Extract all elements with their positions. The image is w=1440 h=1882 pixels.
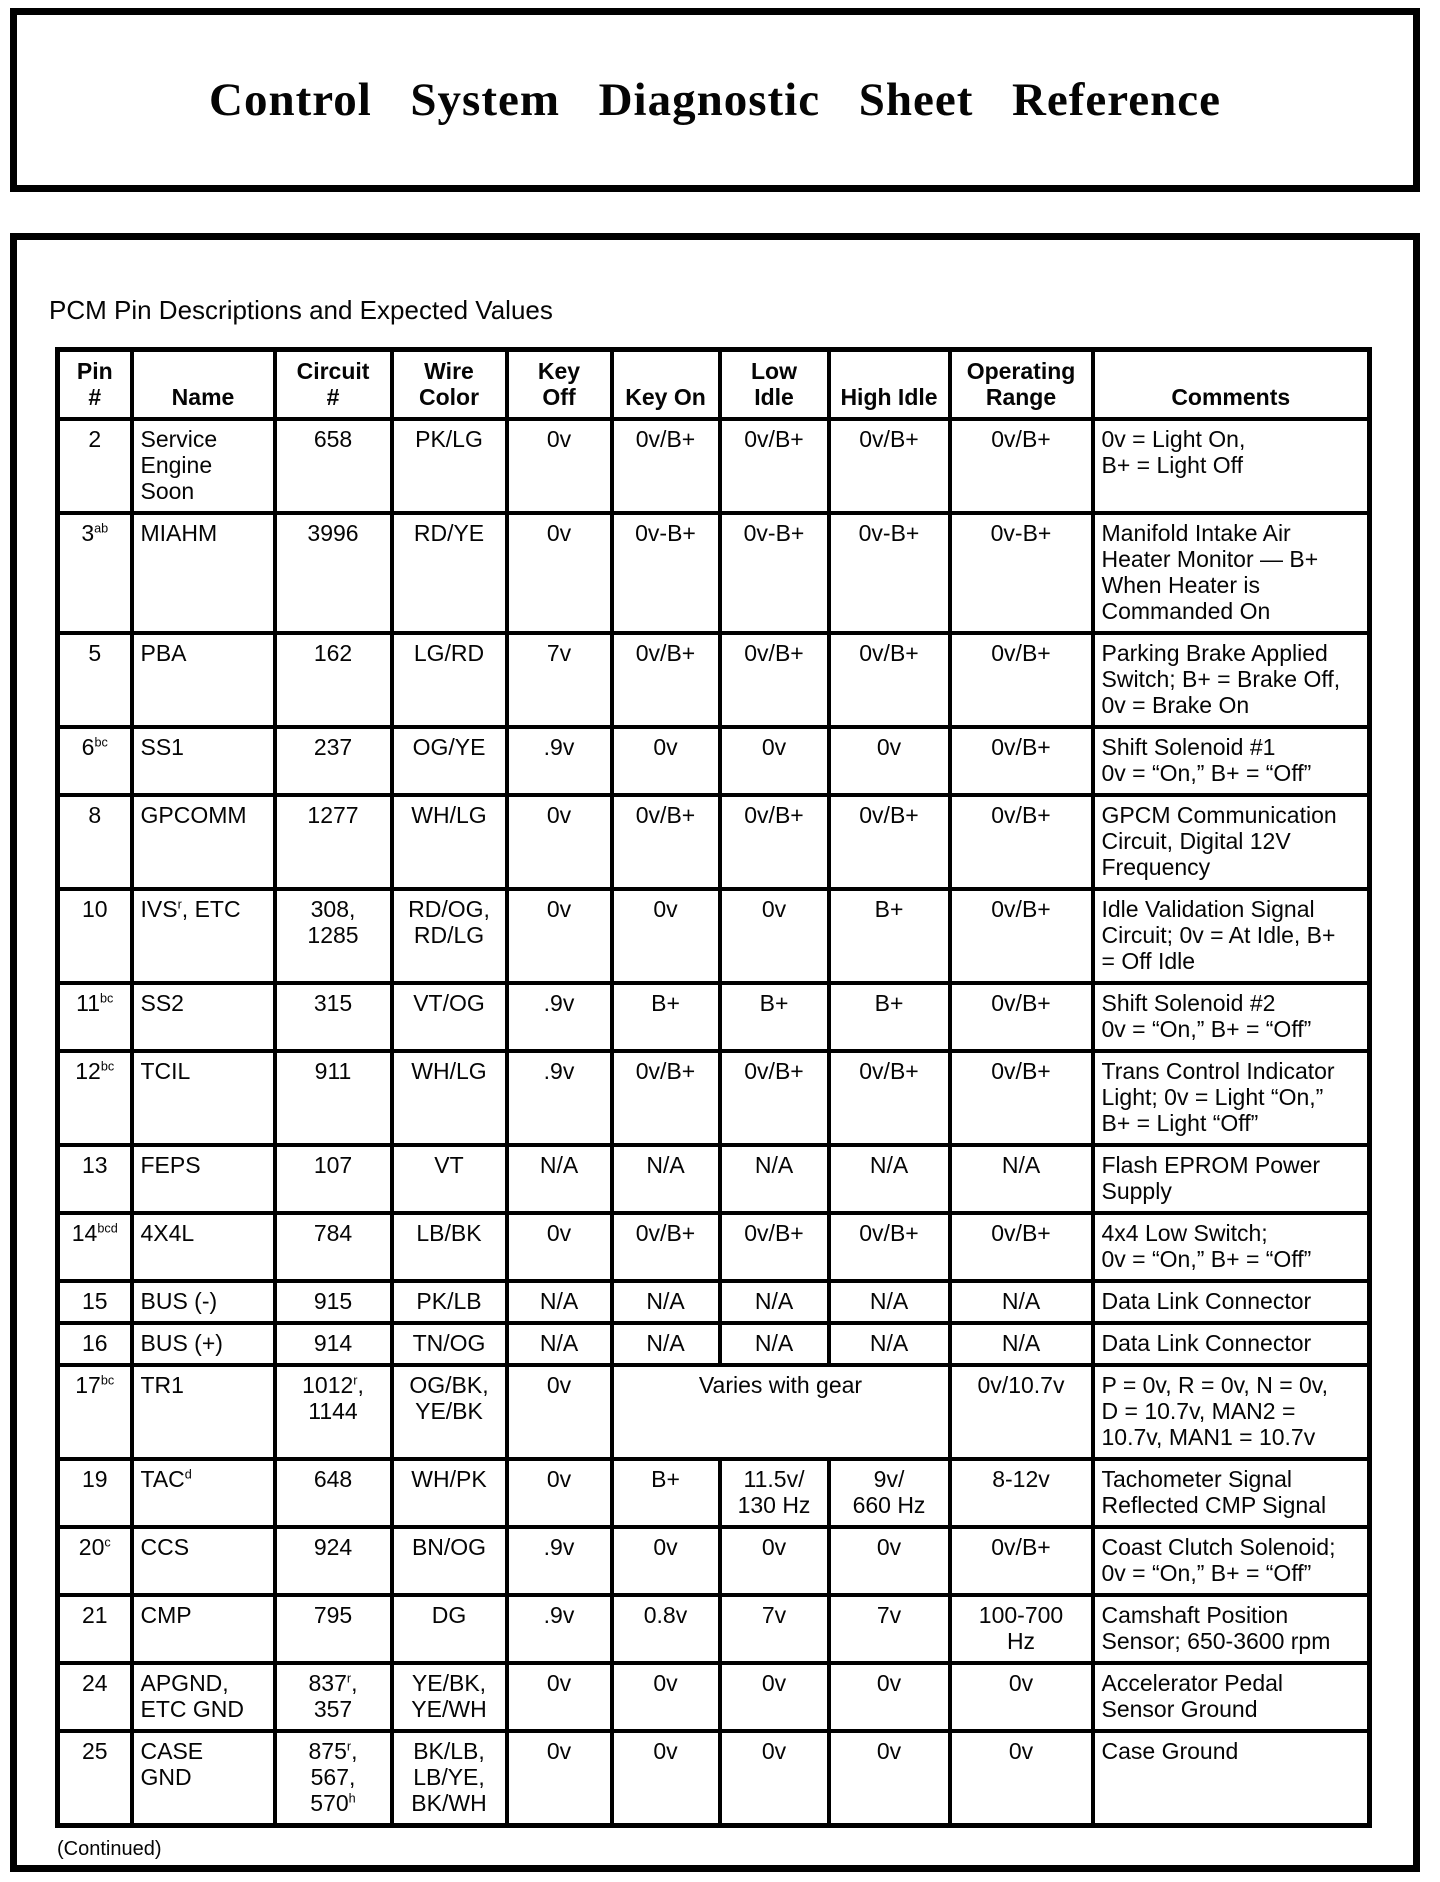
table-cell: Service Engine Soon (132, 419, 275, 513)
table-cell: 1012$^r$, 1144 (275, 1365, 392, 1459)
header-row (58, 350, 1370, 420)
table-cell: YE/BK, YE/WH (392, 1663, 507, 1731)
table-cell: 0v/B+ (950, 983, 1093, 1051)
table-cell: GPCOMM (132, 795, 275, 889)
table-cell: 914 (275, 1323, 392, 1365)
table-cell: $6^{bc}$ (58, 727, 132, 795)
column-header: Pin # (58, 350, 132, 420)
table-head (58, 350, 1370, 420)
table-cell: 315 (275, 983, 392, 1051)
table-cell: 0v/B+ (720, 795, 829, 889)
table-cell: Idle Validation Signal Circuit; 0v = At Idle, B+ = Off Idle (1093, 889, 1370, 983)
table-cell: 0v/B+ (950, 1527, 1093, 1595)
table-cell: 0v/B+ (612, 633, 720, 727)
table-cell: 7v (720, 1595, 829, 1663)
table-cell: 8 (58, 795, 132, 889)
table-cell: 7v (507, 633, 612, 727)
table-cell: MIAHM (132, 513, 275, 633)
table-cell: 0.8v (612, 1595, 720, 1663)
page-title: Control System Diagnostic Sheet Reference (209, 74, 1221, 126)
table-cell: 4X4L (132, 1213, 275, 1281)
table-cell: 0v (507, 1365, 612, 1459)
table-cell: 784 (275, 1213, 392, 1281)
table-cell: 875$^r$, 567, 570$^h$ (275, 1731, 392, 1826)
table-row (58, 983, 1370, 1051)
table-cell: LG/RD (392, 633, 507, 727)
table-row (58, 1663, 1370, 1731)
table-cell: Tachometer Signal Reflected CMP Signal (1093, 1459, 1370, 1527)
table-cell: B+ (720, 983, 829, 1051)
table-cell: RD/YE (392, 513, 507, 633)
table-cell: WH/PK (392, 1459, 507, 1527)
table-cell: N/A (507, 1145, 612, 1213)
column-header: Wire Color (392, 350, 507, 420)
table-cell: OG/BK, YE/BK (392, 1365, 507, 1459)
table-cell: BK/LB, LB/YE, BK/WH (392, 1731, 507, 1826)
table-cell: .9v (507, 727, 612, 795)
table-cell: 0v (612, 727, 720, 795)
table-cell: LB/BK (392, 1213, 507, 1281)
content-box (10, 233, 1420, 1872)
table-cell: 0v (507, 1213, 612, 1281)
table-cell: CASE GND (132, 1731, 275, 1826)
column-header: Circuit # (275, 350, 392, 420)
table-cell: 0v (829, 1731, 950, 1826)
table-cell: $14^{bcd}$ (58, 1213, 132, 1281)
table-cell: B+ (612, 1459, 720, 1527)
table-row (58, 419, 1370, 513)
table-cell: $3^{ab}$ (58, 513, 132, 633)
table-cell: 837$^r$, 357 (275, 1663, 392, 1731)
table-cell: BN/OG (392, 1527, 507, 1595)
table-cell: 19 (58, 1459, 132, 1527)
table-cell: 0v (507, 1459, 612, 1527)
table-cell: BUS (-) (132, 1281, 275, 1323)
table-cell: VT (392, 1145, 507, 1213)
table-cell: RD/OG, RD/LG (392, 889, 507, 983)
table-cell: 0v/B+ (612, 795, 720, 889)
table-cell: P = 0v, R = 0v, N = 0v, D = 10.7v, MAN2 = 10.7v, MAN1 = 10.7v (1093, 1365, 1370, 1459)
table-cell: Shift Solenoid #1 0v = “On,” B+ = “Off” (1093, 727, 1370, 795)
table-cell: N/A (829, 1145, 950, 1213)
table-cell: IVS$^r$, ETC (132, 889, 275, 983)
table-cell: .9v (507, 983, 612, 1051)
table-cell: 25 (58, 1731, 132, 1826)
table-cell: WH/LG (392, 795, 507, 889)
column-header: Key On (612, 350, 720, 420)
table-cell: 10 (58, 889, 132, 983)
table-cell: 0v/B+ (612, 1213, 720, 1281)
table-cell: 0v/B+ (950, 633, 1093, 727)
table-cell: 13 (58, 1145, 132, 1213)
table-cell: OG/YE (392, 727, 507, 795)
table-cell: PK/LB (392, 1281, 507, 1323)
table-cell: FEPS (132, 1145, 275, 1213)
table-cell: 0v/B+ (950, 1213, 1093, 1281)
table-cell: BUS (+) (132, 1323, 275, 1365)
table-row (58, 1365, 1370, 1459)
table-cell: 0v/B+ (720, 633, 829, 727)
column-header: High Idle (829, 350, 950, 420)
table-cell: .9v (507, 1051, 612, 1145)
table-cell: 0v (507, 419, 612, 513)
table-cell: TCIL (132, 1051, 275, 1145)
table-cell: 915 (275, 1281, 392, 1323)
table-cell: 0v (950, 1663, 1093, 1731)
table-cell: 0v/B+ (612, 1051, 720, 1145)
table-cell: 0v/B+ (720, 1051, 829, 1145)
table-cell: 16 (58, 1323, 132, 1365)
table-cell: 20$^c$ (58, 1527, 132, 1595)
table-cell: N/A (612, 1323, 720, 1365)
table-cell: Data Link Connector (1093, 1281, 1370, 1323)
table-cell: N/A (720, 1145, 829, 1213)
table-cell: 0v/B+ (829, 795, 950, 889)
column-header: Operating Range (950, 350, 1093, 420)
table-cell: 107 (275, 1145, 392, 1213)
table-cell: 0v (507, 1663, 612, 1731)
table-cell: 308, 1285 (275, 889, 392, 983)
table-cell: VT/OG (392, 983, 507, 1051)
table-cell: Shift Solenoid #2 0v = “On,” B+ = “Off” (1093, 983, 1370, 1051)
table-cell: N/A (507, 1323, 612, 1365)
table-row (58, 1281, 1370, 1323)
table-row (58, 727, 1370, 795)
table-cell: 0v/B+ (950, 419, 1093, 513)
table-row (58, 1527, 1370, 1595)
table-cell: 4x4 Low Switch; 0v = “On,” B+ = “Off” (1093, 1213, 1370, 1281)
table-cell: SS2 (132, 983, 275, 1051)
table-cell: 0v/B+ (950, 795, 1093, 889)
table-cell: $12^{bc}$ (58, 1051, 132, 1145)
table-cell: CCS (132, 1527, 275, 1595)
table-cell: 0v (829, 727, 950, 795)
table-cell: Data Link Connector (1093, 1323, 1370, 1365)
table-cell: Camshaft Position Sensor; 650-3600 rpm (1093, 1595, 1370, 1663)
table-cell: WH/LG (392, 1051, 507, 1145)
table-cell: 0v (720, 1527, 829, 1595)
table-cell: CMP (132, 1595, 275, 1663)
table-cell: DG (392, 1595, 507, 1663)
table-row (58, 795, 1370, 889)
table-cell: 0v (720, 727, 829, 795)
table-row (58, 1051, 1370, 1145)
table-cell: 3996 (275, 513, 392, 633)
table-cell: 0v (720, 889, 829, 983)
table-cell: 0v (612, 1663, 720, 1731)
table-cell: 0v-B+ (829, 513, 950, 633)
table-row (58, 1213, 1370, 1281)
table-cell: N/A (950, 1145, 1093, 1213)
table-cell: TN/OG (392, 1323, 507, 1365)
table-cell: 0v/B+ (829, 633, 950, 727)
title-box (10, 8, 1420, 192)
pcm-table (55, 347, 1372, 1828)
table-cell: Parking Brake Applied Switch; B+ = Brake Off, 0v = Brake On (1093, 633, 1370, 727)
table-cell: 15 (58, 1281, 132, 1323)
table-cell: 0v/B+ (829, 419, 950, 513)
table-cell: 648 (275, 1459, 392, 1527)
table-cell: 0v (507, 513, 612, 633)
table-cell: 911 (275, 1051, 392, 1145)
table-cell: 0v-B+ (950, 513, 1093, 633)
column-header: Key Off (507, 350, 612, 420)
table-cell: N/A (612, 1281, 720, 1323)
table-cell: 0v/B+ (950, 1051, 1093, 1145)
table-cell: TR1 (132, 1365, 275, 1459)
table-cell: SS1 (132, 727, 275, 795)
table-cell: APGND, ETC GND (132, 1663, 275, 1731)
table-cell: 0v (507, 795, 612, 889)
table-cell: Coast Clutch Solenoid; 0v = “On,” B+ = “Off” (1093, 1527, 1370, 1595)
table-cell: B+ (612, 983, 720, 1051)
table-cell: .9v (507, 1595, 612, 1663)
table-cell: Case Ground (1093, 1731, 1370, 1826)
table-cell: 0v (829, 1527, 950, 1595)
column-header: Comments (1093, 350, 1370, 420)
table-cell: 0v (507, 889, 612, 983)
table-cell: 0v/B+ (720, 419, 829, 513)
table-cell: N/A (950, 1281, 1093, 1323)
table-cell: N/A (720, 1323, 829, 1365)
table-cell: 5 (58, 633, 132, 727)
table-cell: 2 (58, 419, 132, 513)
table-row (58, 1731, 1370, 1826)
table-cell: N/A (507, 1281, 612, 1323)
table-row (58, 513, 1370, 633)
table-cell: 9v/ 660 Hz (829, 1459, 950, 1527)
table-cell: 0v/B+ (720, 1213, 829, 1281)
table-cell: $17^{bc}$ (58, 1365, 132, 1459)
column-header: Low Idle (720, 350, 829, 420)
table-cell: 0v/10.7v (950, 1365, 1093, 1459)
table-cell: 0v/B+ (612, 419, 720, 513)
table-cell: 8-12v (950, 1459, 1093, 1527)
table-cell: 0v/B+ (950, 889, 1093, 983)
table-row (58, 1595, 1370, 1663)
table-cell: 21 (58, 1595, 132, 1663)
table-body (58, 419, 1370, 1826)
table-cell: Manifold Intake Air Heater Monitor — B+ When Heater is Commanded On (1093, 513, 1370, 633)
table-cell: 0v-B+ (612, 513, 720, 633)
table-cell: 0v (720, 1663, 829, 1731)
table-cell: 0v/B+ (829, 1051, 950, 1145)
table-cell: 0v (720, 1731, 829, 1826)
table-row (58, 889, 1370, 983)
table-cell: N/A (829, 1281, 950, 1323)
table-cell: N/A (950, 1323, 1093, 1365)
table-cell: N/A (720, 1281, 829, 1323)
table-row (58, 1145, 1370, 1213)
table-cell: 0v (507, 1731, 612, 1826)
table-row (58, 1323, 1370, 1365)
table-cell: B+ (829, 889, 950, 983)
table-cell: PK/LG (392, 419, 507, 513)
table-cell: PBA (132, 633, 275, 727)
table-cell: 24 (58, 1663, 132, 1731)
table-cell: B+ (829, 983, 950, 1051)
table-cell: 0v = Light On, B+ = Light Off (1093, 419, 1370, 513)
table-cell: N/A (829, 1323, 950, 1365)
continued-note: (Continued) (57, 1838, 162, 1860)
table-cell: 100-700 Hz (950, 1595, 1093, 1663)
content-inner (17, 240, 1413, 1861)
table-cell: 0v-B+ (720, 513, 829, 633)
table-cell: $11^{bc}$ (58, 983, 132, 1051)
table-cell: 0v/B+ (950, 727, 1093, 795)
table-cell: 795 (275, 1595, 392, 1663)
table-cell: 924 (275, 1527, 392, 1595)
table-row (58, 1459, 1370, 1527)
table-row (58, 633, 1370, 727)
table-cell: .9v (507, 1527, 612, 1595)
table-cell: 0v (829, 1663, 950, 1731)
table-cell: Flash EPROM Power Supply (1093, 1145, 1370, 1213)
table-cell: Accelerator Pedal Sensor Ground (1093, 1663, 1370, 1731)
column-header: Name (132, 350, 275, 420)
table-cell: Varies with gear (612, 1365, 950, 1459)
table-cell: 0v/B+ (829, 1213, 950, 1281)
table-cell: 0v (612, 1731, 720, 1826)
table-cell: 7v (829, 1595, 950, 1663)
table-cell: TAC$^d$ (132, 1459, 275, 1527)
table-cell: 658 (275, 419, 392, 513)
table-cell: 162 (275, 633, 392, 727)
table-cell: 0v (612, 889, 720, 983)
table-cell: 0v (612, 1527, 720, 1595)
section-heading: PCM Pin Descriptions and Expected Values (49, 295, 553, 325)
table-cell: 237 (275, 727, 392, 795)
table-cell: Trans Control Indicator Light; 0v = Light “On,” B+ = Light “Off” (1093, 1051, 1370, 1145)
table-cell: N/A (612, 1145, 720, 1213)
table-cell: 1277 (275, 795, 392, 889)
table-cell: 11.5v/ 130 Hz (720, 1459, 829, 1527)
table-cell: GPCM Communication Circuit, Digital 12V Frequency (1093, 795, 1370, 889)
table-cell: 0v (950, 1731, 1093, 1826)
